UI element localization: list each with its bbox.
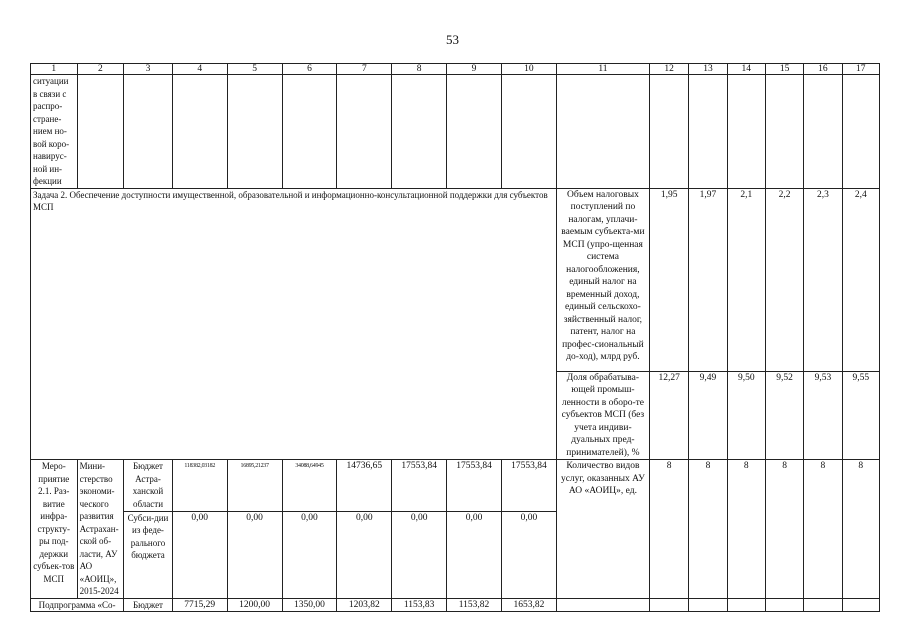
funding-value: 17553,84 — [392, 460, 447, 512]
col-num: 9 — [447, 64, 502, 75]
funding-value: 1153,83 — [392, 598, 447, 612]
funding-value: 0,00 — [501, 511, 556, 598]
funding-value: 0,00 — [337, 511, 392, 598]
measure-executor — [77, 460, 124, 599]
subprogram-source: Бюджет — [124, 598, 173, 612]
indicator-value: 8 — [804, 460, 842, 599]
col-num: 2 — [77, 64, 124, 75]
funding-value: 14736,65 — [337, 460, 392, 512]
col-num: 4 — [172, 64, 227, 75]
indicator-value: 1,97 — [689, 188, 727, 371]
indicator-value: 8 — [727, 460, 765, 599]
indicator-value: 2,4 — [842, 188, 879, 371]
indicator-value: 2,1 — [727, 188, 765, 371]
task-2-title: Задача 2. Обеспечение доступности имущественной, образовательной и информационно-консультационной поддержки для субъектов МСП — [31, 188, 557, 460]
funding-value: 1153,82 — [447, 598, 502, 612]
covid-situation-cell: ситуации в связи с распро-стране-нием но-вой коро-навирус-ной ин-фекции — [31, 75, 78, 189]
indicator-value: 12,27 — [650, 371, 689, 460]
col-num: 17 — [842, 64, 879, 75]
col-num: 15 — [765, 64, 803, 75]
funding-source-federal: Субси-дии из феде-рального бюджета — [124, 511, 173, 598]
indicator-value: 9,55 — [842, 371, 879, 460]
funding-value: 0,00 — [282, 511, 337, 598]
funding-value: 1653,82 — [501, 598, 556, 612]
funding-value: 1350,00 — [282, 598, 337, 612]
measure-2-1-name: Меро-приятие 2.1. Раз-витие инфра-структу-ры под-держки субъек-тов МСП — [31, 460, 78, 599]
page-number: 53 — [446, 32, 459, 47]
indicator-value: 9,53 — [804, 371, 842, 460]
indicator-value: 9,50 — [727, 371, 765, 460]
subprogram-name: Подпрограмма «Со- — [31, 598, 124, 612]
indicator-value: 8 — [650, 460, 689, 599]
indicator-value: 2,2 — [765, 188, 803, 371]
indicator-value: 8 — [765, 460, 803, 599]
col-num: 16 — [804, 64, 842, 75]
indicator-value: 2,3 — [804, 188, 842, 371]
funding-value: 1203,82 — [337, 598, 392, 612]
table-row — [31, 188, 880, 371]
funding-value: 7715,29 — [172, 598, 227, 612]
col-num: 10 — [501, 64, 556, 75]
indicator-manufacturing-share: Доля обрабатыва-ющей промыш-ленности в оборо-те субъектов МСП (без учета индиви-дуальных пред-принимателей), % — [556, 371, 649, 460]
indicator-value: 9,49 — [689, 371, 727, 460]
col-num: 11 — [556, 64, 649, 75]
funding-value: 17553,84 — [447, 460, 502, 512]
col-num: 3 — [124, 64, 173, 75]
funding-value: 1200,00 — [227, 598, 282, 612]
program-table — [30, 63, 880, 612]
table-row — [31, 460, 880, 512]
indicator-value: 9,52 — [765, 371, 803, 460]
column-number-row — [31, 64, 880, 75]
funding-value: 0,00 — [392, 511, 447, 598]
table-row — [31, 598, 880, 612]
funding-value: 34088,64945 — [282, 460, 337, 512]
table-row — [31, 75, 880, 189]
indicator-value: 8 — [689, 460, 727, 599]
funding-value: 17553,84 — [501, 460, 556, 512]
col-num: 5 — [227, 64, 282, 75]
indicator-value: 8 — [842, 460, 879, 599]
col-num: 8 — [392, 64, 447, 75]
funding-value: 0,00 — [447, 511, 502, 598]
funding-value: 16895,21237 — [227, 460, 282, 512]
funding-value: 118382,03182 — [172, 460, 227, 512]
indicator-services-count: Количество видов услуг, оказанных АУ АО «АОИЦ», ед. — [556, 460, 649, 599]
executor-name: Мини-стерство экономи-ческого развития Астрахан-ской об-ласти, АУ АО «АОИЦ», — [79, 461, 119, 584]
indicator-value: 1,95 — [650, 188, 689, 371]
col-num: 13 — [689, 64, 727, 75]
col-num: 1 — [31, 64, 78, 75]
col-num: 12 — [650, 64, 689, 75]
col-num: 7 — [337, 64, 392, 75]
funding-source-regional: Бюджет Астра-ханской области — [124, 460, 173, 512]
funding-value: 0,00 — [227, 511, 282, 598]
col-num: 14 — [727, 64, 765, 75]
indicator-tax-revenue: Объем налоговых поступлений по налогам, уплачи-ваемым субъекта-ми МСП (упро-щенная система налогообложения, единый налог на временный доход, единый сельскохо-зяйственный налог, патент, налог на профес-сиональный до-ход), млрд руб. — [556, 188, 649, 371]
funding-value: 0,00 — [172, 511, 227, 598]
col-num: 6 — [282, 64, 337, 75]
measure-years: 2015-2024 — [79, 586, 119, 596]
